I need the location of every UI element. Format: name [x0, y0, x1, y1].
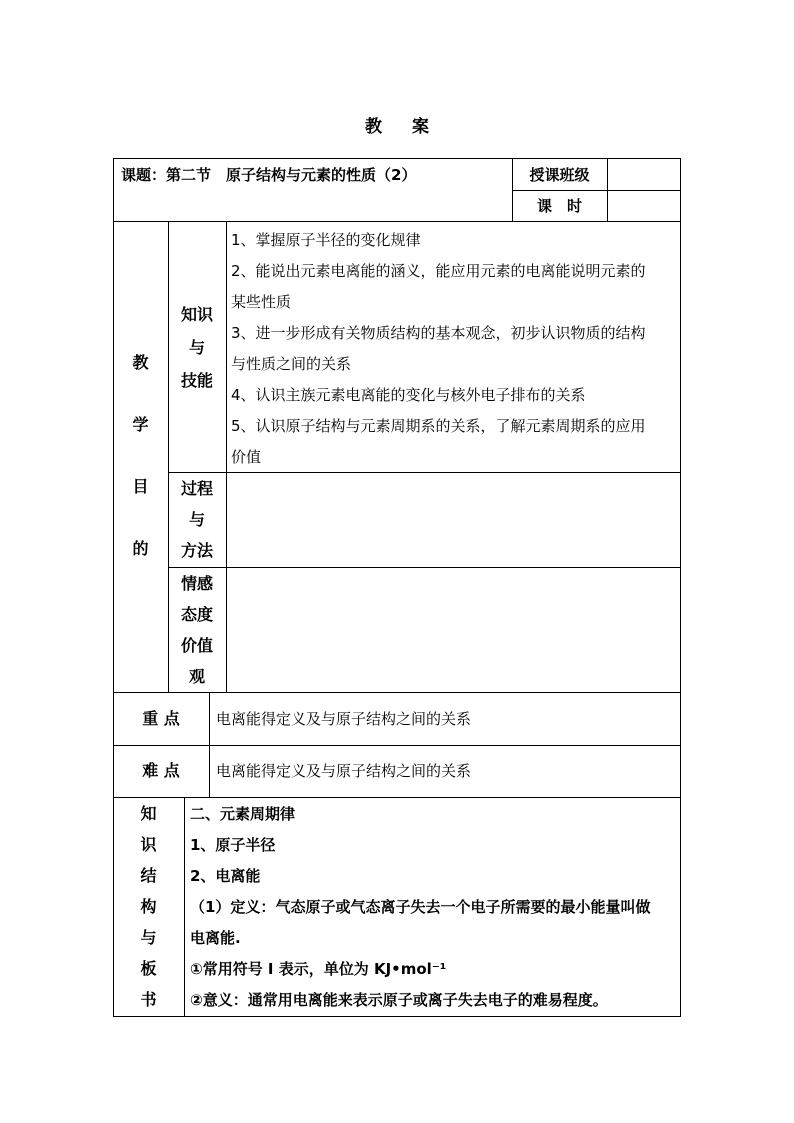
objectives-label: 教 学 目 的	[132, 353, 149, 558]
period-label: 课 时	[536, 197, 582, 215]
knowledge-line: 价值	[231, 448, 262, 466]
board-line: 电离能.	[190, 929, 241, 947]
emotion-label: 情感 态度 价值 观	[180, 574, 213, 686]
difficulty-content: 电离能得定义及与原子结构之间的关系	[216, 762, 472, 780]
knowledge-line: 4、认识主族元素电离能的变化与核外电子排布的关系	[231, 386, 586, 404]
knowledge-line: 1、掌握原子半径的变化规律	[231, 231, 421, 249]
board-content	[190, 803, 650, 1020]
class-label: 授课班级	[529, 166, 590, 184]
knowledge-line: 3、进一步形成有关物质结构的基本观念，初步认识物质的结构	[231, 324, 646, 342]
knowledge-content	[231, 229, 646, 477]
key-point-content: 电离能得定义及与原子结构之间的关系	[216, 710, 472, 728]
title-char-1: 教	[365, 117, 382, 137]
knowledge-line: 某些性质	[231, 293, 292, 311]
knowledge-line: 与性质之间的关系	[231, 355, 352, 373]
board-line: （1）定义：气态原子或气态离子失去一个电子所需要的最小能量叫做	[190, 898, 651, 916]
key-point-label: 重 点	[142, 709, 180, 728]
board-line: ②意义：通常用电离能来表示原子或离子失去电子的难易程度。	[190, 991, 608, 1009]
knowledge-line: 2、能说出元素电离能的涵义，能应用元素的电离能说明元素的	[231, 262, 646, 280]
topic-title: 课题：第二节 原子结构与元素的性质（2）	[121, 166, 417, 184]
board-line: ①常用符号 I 表示，单位为 KJ•mol⁻¹	[190, 960, 447, 978]
knowledge-label: 知识 与 技能	[180, 305, 213, 390]
knowledge-line: 5、认识原子结构与元素周期系的关系，了解元素周期系的应用	[231, 417, 646, 435]
board-line: 2、电离能	[190, 867, 261, 885]
process-label: 过程 与 方法	[180, 479, 213, 560]
difficulty-label: 难 点	[142, 761, 180, 780]
board-label: 知 识 结 构 与 板 书	[140, 804, 157, 1009]
page-title	[0, 112, 794, 137]
title-char-2: 案	[412, 117, 429, 137]
board-line: 二、元素周期律	[190, 805, 296, 823]
board-line: 1、原子半径	[190, 836, 276, 854]
